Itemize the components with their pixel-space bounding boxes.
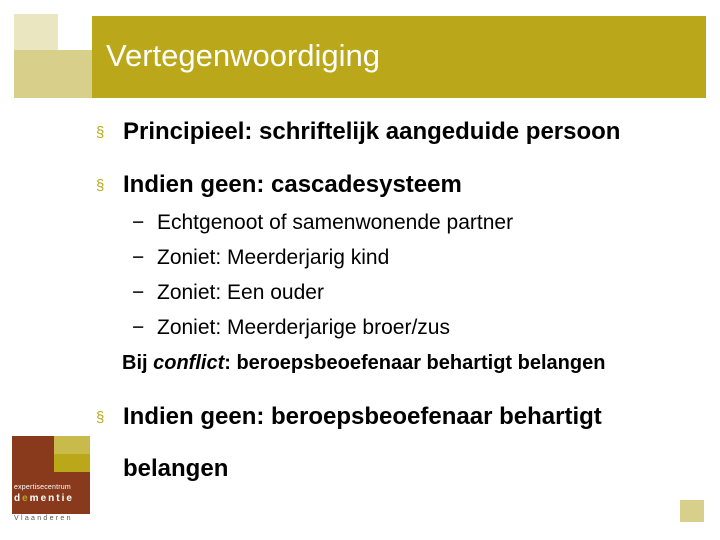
sub-item-text: Zoniet: Meerderjarige broer/zus: [157, 316, 450, 339]
logo-box: [12, 436, 90, 514]
logo-letters: mentie: [29, 493, 74, 504]
logo-letter-highlight: e: [22, 493, 30, 504]
bullet-text: Principieel: schriftelijk aangeduide persoon: [123, 118, 621, 145]
logo-letter: d: [14, 493, 23, 504]
decor-block-left: [14, 50, 92, 98]
logo-text-line2: [14, 493, 74, 504]
logo-text-line3: Vlaanderen: [14, 515, 73, 522]
slide-title: Vertegenwoordiging: [106, 38, 381, 73]
dash-icon: −: [132, 281, 145, 304]
sub-item-text: Zoniet: Een ouder: [157, 281, 324, 304]
conflict-emphasis: conflict: [153, 352, 225, 374]
bullet-marker-icon: §: [96, 124, 105, 141]
decor-block-bottom-right: [680, 500, 704, 522]
bullet-text: Indien geen: beroepsbeoefenaar behartigt belangen: [123, 403, 602, 482]
bullet-marker-icon: §: [96, 177, 105, 194]
sub-item-text: Echtgenoot of samenwonende partner: [157, 211, 514, 234]
decor-white-bar: [58, 16, 80, 46]
dash-icon: −: [132, 246, 145, 269]
bullet-marker-icon: §: [96, 409, 105, 426]
conflict-prefix: Bij: [122, 352, 154, 374]
conflict-note: [122, 352, 605, 375]
conflict-suffix: : beroepsbeoefenaar behartigt belangen: [224, 352, 606, 374]
logo-square-highlight-icon: [54, 436, 90, 454]
expertisecentrum-dementie-logo: [12, 436, 90, 526]
dash-icon: −: [132, 211, 145, 234]
sub-item-text: Zoniet: Meerderjarig kind: [157, 246, 390, 269]
dash-icon: −: [132, 316, 145, 339]
logo-text-line1: expertisecentrum: [14, 484, 71, 491]
decor-block-top-left: [14, 14, 58, 50]
bullet-text: Indien geen: cascadesysteem: [123, 171, 462, 198]
